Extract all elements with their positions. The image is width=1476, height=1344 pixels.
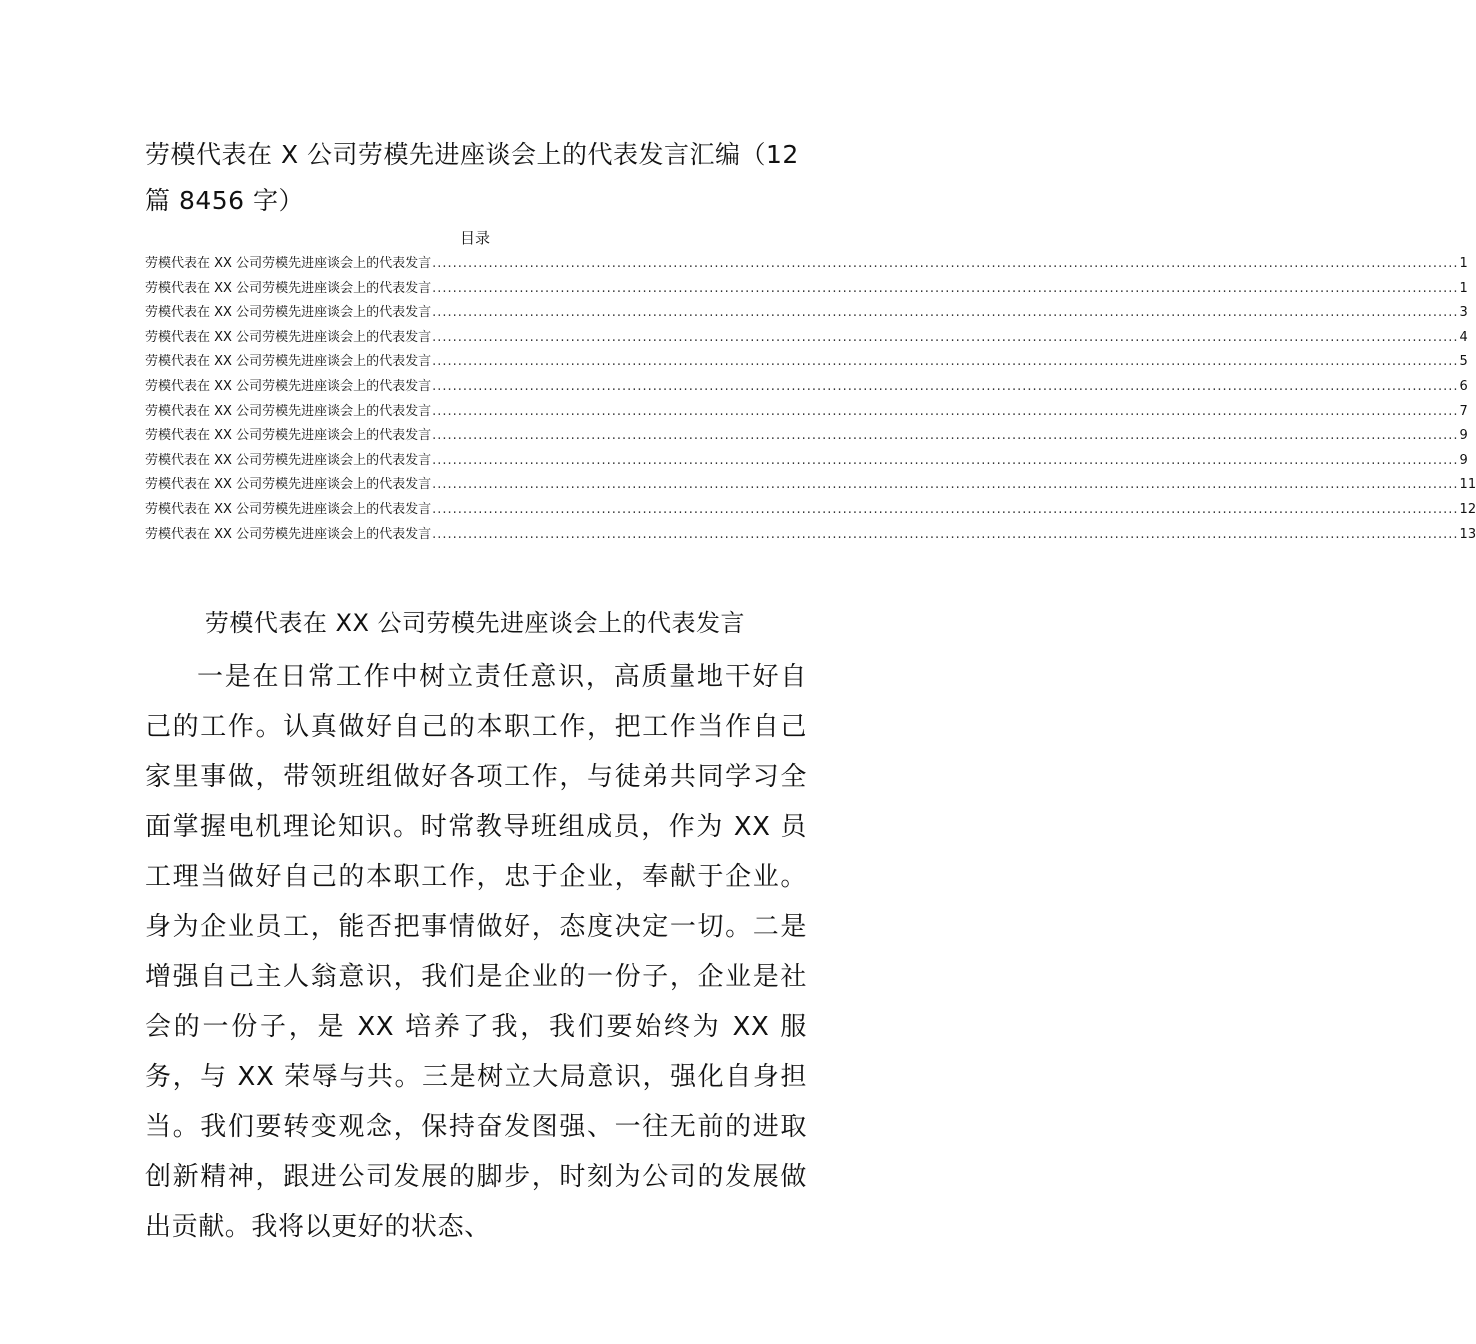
toc-heading: 目录 [459,229,490,247]
toc-entry-page: 11 [1459,477,1476,493]
toc-entry-page: 9 [1459,428,1468,444]
table-of-contents [145,252,1476,547]
toc-leader-dots: ........................................................................................................................................................................................................ [432,378,1459,394]
toc-entry-page: 3 [1459,305,1468,321]
toc-entry[interactable] [145,424,1468,449]
toc-entry-title: 劳模代表在 XX 公司劳模先进座谈会上的代表发言 [145,428,432,444]
toc-leader-dots: ........................................................................................................................................................................................................ [432,280,1459,296]
toc-entry-title: 劳模代表在 XX 公司劳模先进座谈会上的代表发言 [145,354,432,370]
toc-leader-dots: ........................................................................................................................................................................................................ [432,403,1459,419]
toc-entry-title: 劳模代表在 XX 公司劳模先进座谈会上的代表发言 [145,501,432,517]
toc-entry-title: 劳模代表在 XX 公司劳模先进座谈会上的代表发言 [145,378,432,394]
toc-entry[interactable] [145,326,1468,351]
toc-entry-title: 劳模代表在 XX 公司劳模先进座谈会上的代表发言 [145,477,432,493]
section-title: 劳模代表在 XX 公司劳模先进座谈会上的代表发言 [204,609,746,637]
toc-entry[interactable] [145,350,1468,375]
toc-leader-dots: ........................................................................................................................................................................................................ [432,256,1459,271]
toc-entry[interactable] [145,252,1468,277]
toc-leader-dots: ........................................................................................................................................................................................................ [432,354,1459,370]
toc-entry[interactable] [145,449,1468,474]
toc-entry-page: 4 [1459,329,1468,345]
toc-entry-title: 劳模代表在 XX 公司劳模先进座谈会上的代表发言 [145,256,432,271]
toc-entry[interactable] [145,277,1468,302]
toc-entry-page: 5 [1459,354,1468,370]
toc-entry[interactable] [145,498,1476,523]
toc-entry[interactable] [145,523,1476,548]
toc-leader-dots: ........................................................................................................................................................................................................ [432,477,1459,493]
toc-entry[interactable] [145,400,1468,425]
toc-entry-page: 1 [1459,280,1468,296]
toc-leader-dots: ........................................................................................................................................................................................................ [432,452,1459,468]
toc-entry[interactable] [145,375,1468,400]
toc-entry[interactable] [145,473,1476,498]
toc-entry-page: 12 [1459,501,1476,517]
toc-entry-page: 7 [1459,403,1468,419]
toc-entry-title: 劳模代表在 XX 公司劳模先进座谈会上的代表发言 [145,403,432,419]
toc-leader-dots: ........................................................................................................................................................................................................ [432,526,1459,542]
toc-entry-title: 劳模代表在 XX 公司劳模先进座谈会上的代表发言 [145,305,432,321]
toc-entry-page: 9 [1459,452,1468,468]
toc-entry-page: 6 [1459,378,1468,394]
toc-entry-title: 劳模代表在 XX 公司劳模先进座谈会上的代表发言 [145,452,432,468]
toc-entry-page: 13 [1459,526,1476,542]
toc-entry-page: 1 [1459,256,1468,271]
toc-entry[interactable] [145,301,1468,326]
toc-leader-dots: ........................................................................................................................................................................................................ [432,501,1459,517]
body-paragraph: 一是在日常工作中树立责任意识，高质量地干好自己的工作。认真做好自己的本职工作，把工作当作自己家里事做，带领班组做好各项工作，与徒弟共同学习全面掌握电机理论知识。时常教导班组成员，作为 XX 员工理当做好自己的本职工作，忠于企业，奉献于企业。身为企业员工，能否把事情做好，态度决定一切。二是增强自己主人翁意识，我们是企业的一份子，企业是社会的一份子，是 XX 培养了我，我们要始终为 XX 服务，与 XX 荣辱与共。三是树立大局意识，强化自身担当。我们要转变观念，保持奋发图强、一往无前的进取创新精神，跟进公司发展的脚步，时刻为公司的发展做出贡献。我将以更好的状态、 [145,662,807,1242]
toc-entry-title: 劳模代表在 XX 公司劳模先进座谈会上的代表发言 [145,526,432,542]
toc-leader-dots: ........................................................................................................................................................................................................ [432,428,1459,444]
toc-leader-dots: ........................................................................................................................................................................................................ [432,305,1459,321]
toc-leader-dots: ........................................................................................................................................................................................................ [432,329,1459,345]
document-title: 劳模代表在 X 公司劳模先进座谈会上的代表发言汇编（12 篇 8456 字） [145,140,799,215]
toc-entry-title: 劳模代表在 XX 公司劳模先进座谈会上的代表发言 [145,329,432,345]
toc-entry-title: 劳模代表在 XX 公司劳模先进座谈会上的代表发言 [145,280,432,296]
